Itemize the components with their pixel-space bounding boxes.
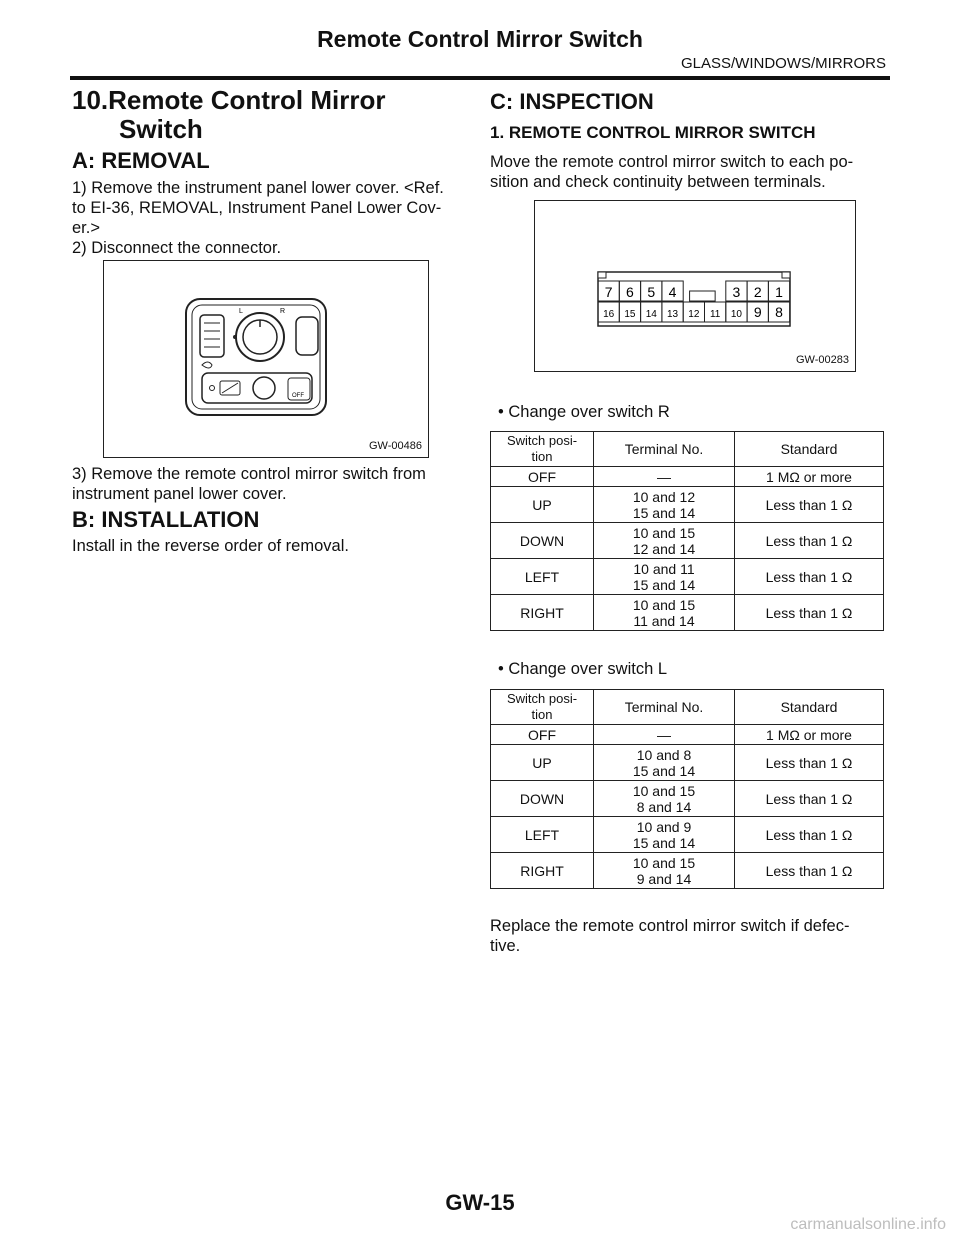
inspection-intro-line1: Move the remote control mirror switch to each po-	[490, 153, 854, 171]
table-header-cell: Terminal No.	[594, 432, 735, 467]
section-number: 10.	[72, 85, 109, 115]
mirror-switch-illustration	[104, 261, 428, 457]
connector-pin-label: 3	[732, 284, 741, 300]
table-cell: 10 and 8 15 and 14	[594, 745, 735, 781]
table-cell: Less than 1 Ω	[735, 487, 884, 523]
table-cell: Less than 1 Ω	[735, 781, 884, 817]
connector-pin-label: 15	[624, 309, 636, 320]
connector-pin-label: 2	[753, 284, 762, 300]
table-cell: DOWN	[491, 781, 594, 817]
table-row	[491, 745, 884, 781]
chapter-label: GLASS/WINDOWS/MIRRORS	[680, 55, 886, 72]
table-cell: LEFT	[491, 817, 594, 853]
svg-text:OFF: OFF	[292, 393, 304, 399]
connector-pin-label: 14	[645, 309, 657, 320]
table-row	[491, 817, 884, 853]
table-row	[491, 725, 884, 745]
table-row	[491, 781, 884, 817]
table-row	[491, 487, 884, 523]
table-cell: —	[594, 467, 735, 487]
closing-line1: Replace the remote control mirror switch if defec-	[490, 917, 850, 935]
table-cell: UP	[491, 745, 594, 781]
inspection-intro-line2: sition and check continuity between terminals.	[490, 173, 826, 191]
section-title	[72, 86, 386, 144]
table-cell: OFF	[491, 725, 594, 745]
switch-r-table	[490, 431, 884, 631]
section-title-line1: Remote Control Mirror	[108, 85, 386, 115]
figure-label-connector: GW-00283	[796, 354, 849, 366]
connector-pin-label: 8	[775, 304, 783, 320]
table-cell: OFF	[491, 467, 594, 487]
connector-pin-label: 5	[647, 284, 656, 300]
table-row	[491, 523, 884, 559]
table-row	[491, 467, 884, 487]
table-header-cell: Standard	[735, 690, 884, 725]
table-cell: 1 MΩ or more	[735, 467, 884, 487]
connector-pin-label: 11	[709, 309, 721, 320]
table-cell: Less than 1 Ω	[735, 745, 884, 781]
table-cell: Less than 1 Ω	[735, 853, 884, 889]
table-l-caption: • Change over switch L	[498, 660, 668, 678]
table-header-row	[491, 690, 884, 725]
table-cell: LEFT	[491, 559, 594, 595]
page-title: Remote Control Mirror Switch	[317, 26, 643, 52]
connector-tab-left	[598, 272, 606, 278]
svg-text:R: R	[280, 308, 286, 315]
header-divider	[70, 76, 890, 80]
table-cell: Less than 1 Ω	[735, 559, 884, 595]
table-cell: UP	[491, 487, 594, 523]
page-number: GW-15	[445, 1190, 515, 1215]
connector-pin-label: 4	[668, 284, 677, 300]
connector-diagram	[535, 201, 855, 371]
table-cell: DOWN	[491, 523, 594, 559]
table-cell: 10 and 9 15 and 14	[594, 817, 735, 853]
connector-tab-right	[782, 272, 790, 278]
installation-heading: B: INSTALLATION	[72, 507, 260, 532]
closing-line2: tive.	[490, 937, 521, 955]
connector-pin-label: 13	[666, 309, 679, 320]
section-title-line2: Switch	[119, 114, 203, 144]
connector-pin-label: 12	[688, 309, 700, 320]
removal-step1-line3: er.>	[72, 219, 100, 237]
table-header-row	[491, 432, 884, 467]
removal-step1-line2: to EI-36, REMOVAL, Instrument Panel Lower Cov-	[72, 199, 442, 217]
closing-text	[490, 916, 890, 956]
switch-l-table	[490, 689, 884, 889]
table-cell: RIGHT	[491, 853, 594, 889]
removal-heading: A: REMOVAL	[72, 148, 210, 173]
connector-pin-label: 7	[604, 284, 613, 300]
table-cell: 10 and 15 12 and 14	[594, 523, 735, 559]
table-header-cell: Terminal No.	[594, 690, 735, 725]
table-cell: 10 and 11 15 and 14	[594, 559, 735, 595]
table-cell: 10 and 15 11 and 14	[594, 595, 735, 631]
removal-step1-line1: 1) Remove the instrument panel lower cover. <Ref.	[72, 179, 444, 197]
removal-steps	[72, 178, 462, 258]
table-cell: 10 and 15 9 and 14	[594, 853, 735, 889]
table-header-cell: Switch posi- tion	[491, 690, 594, 725]
switch-figure	[103, 260, 429, 458]
removal-step2: 2) Disconnect the connector.	[72, 239, 282, 257]
table-r-caption: • Change over switch R	[498, 403, 670, 421]
table-row	[491, 559, 884, 595]
connector-pin-label: 16	[603, 309, 615, 320]
inspection-heading: C: INSPECTION	[490, 89, 654, 114]
connector-pin-label: 9	[753, 304, 762, 320]
table-cell: 1 MΩ or more	[735, 725, 884, 745]
removal-step3-line2: instrument panel lower cover.	[72, 485, 287, 503]
figure-label-removal: GW-00486	[369, 440, 422, 452]
installation-text: Install in the reverse order of removal.	[72, 537, 349, 555]
connector-pin-label: 1	[775, 284, 783, 300]
inspection-subheading: 1. REMOTE CONTROL MIRROR SWITCH	[490, 123, 816, 142]
connector-pin-label: 10	[730, 309, 743, 320]
table-header-cell: Standard	[735, 432, 884, 467]
table-row	[491, 853, 884, 889]
table-header-cell: Switch posi- tion	[491, 432, 594, 467]
table-cell: 10 and 15 8 and 14	[594, 781, 735, 817]
inspection-intro	[490, 152, 890, 192]
watermark: carmanualsonline.info	[790, 1216, 946, 1233]
connector-pin-label: 6	[626, 284, 634, 300]
removal-step3	[72, 464, 462, 504]
removal-step3-line1: 3) Remove the remote control mirror switch from	[72, 465, 426, 483]
table-cell: Less than 1 Ω	[735, 523, 884, 559]
connector-figure	[534, 200, 856, 372]
table-cell: RIGHT	[491, 595, 594, 631]
table-row	[491, 595, 884, 631]
table-cell: —	[594, 725, 735, 745]
table-cell: Less than 1 Ω	[735, 595, 884, 631]
table-cell: 10 and 12 15 and 14	[594, 487, 735, 523]
svg-text:L: L	[239, 308, 243, 315]
table-cell: Less than 1 Ω	[735, 817, 884, 853]
